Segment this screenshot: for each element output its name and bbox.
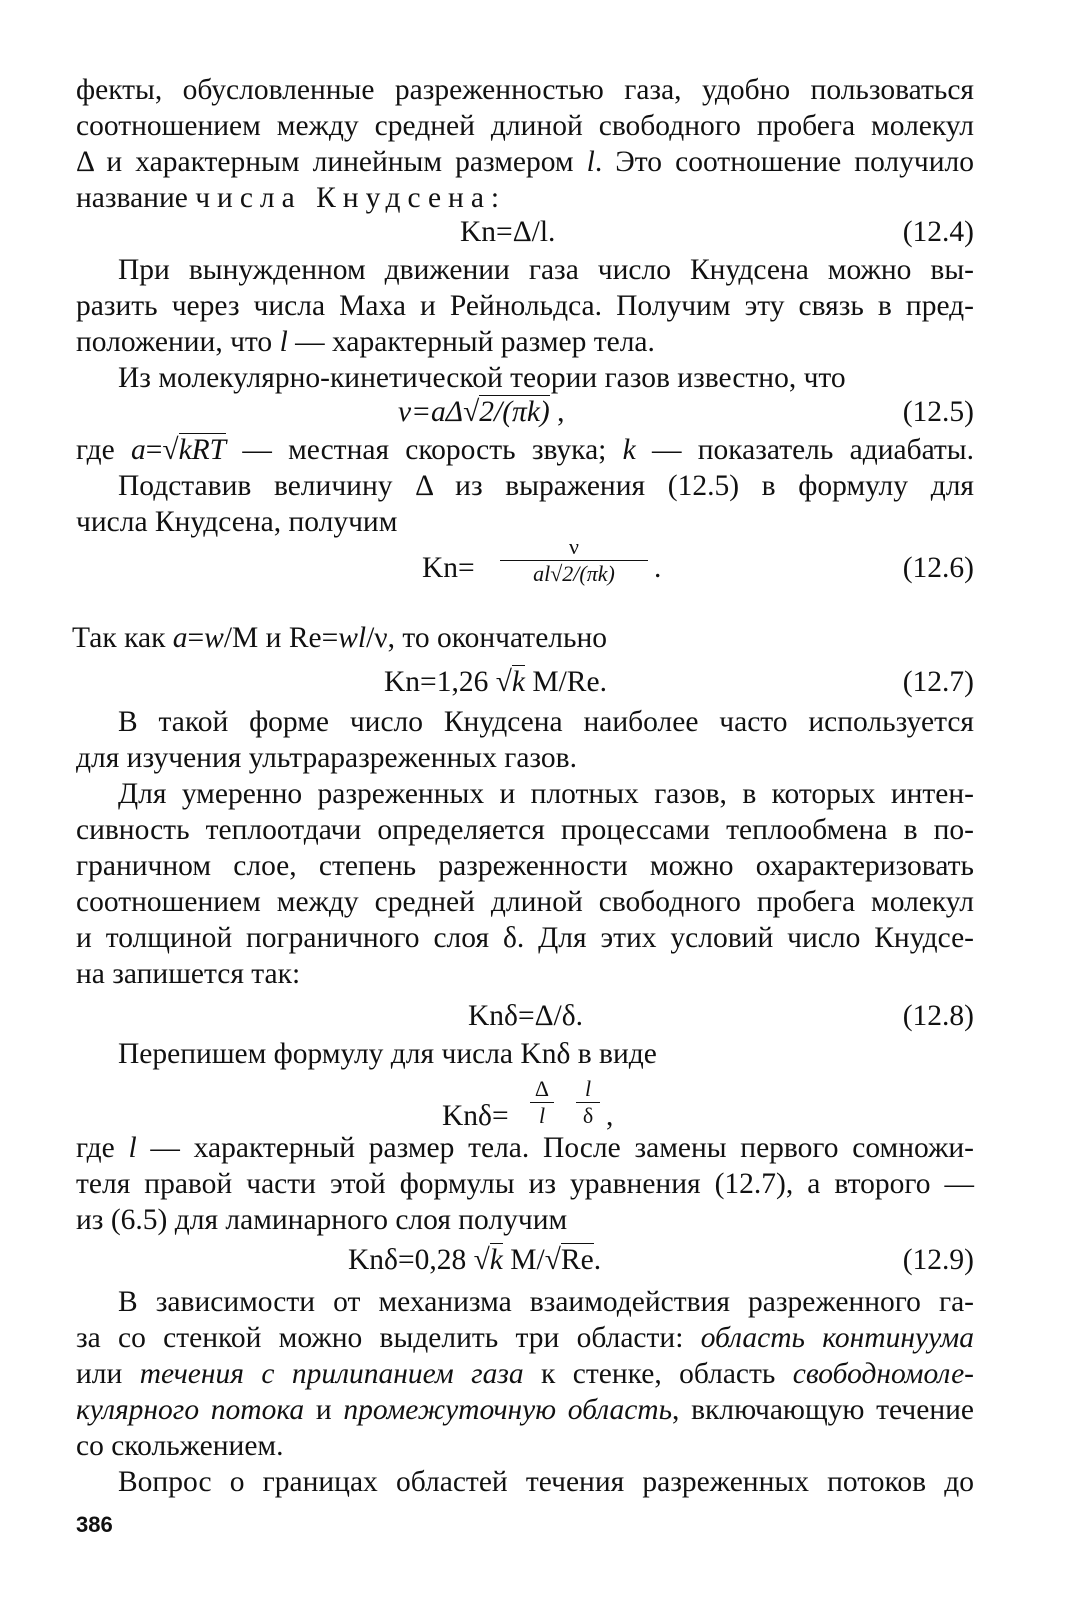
text-line: кулярного потока и промежуточную область, включающую течение — [76, 1394, 975, 1426]
equation-12-5 — [76, 392, 974, 432]
text-line: граничном слое, степень разреженности можно охарактеризовать — [76, 850, 974, 882]
text-line: Вопрос о границах областей течения разреженных потоков до — [118, 1466, 974, 1498]
text-line: числа Кнудсена, получим — [76, 506, 398, 538]
text-line: соотношением между средней длиной свободного пробега молекул — [76, 110, 974, 142]
equation-12-7 — [76, 662, 974, 702]
text-line: При вынужденном движении газа число Кнудсена можно вы- — [118, 254, 974, 286]
text-line: теля правой части этой формулы из уравнения (12.7), а второго — — [76, 1168, 974, 1200]
text-line: Для умеренно разреженных и плотных газов, в которых интен- — [118, 778, 974, 810]
text-line: Из молекулярно-кинетической теории газов известно, что — [118, 362, 846, 394]
text-line: на запишется так: — [76, 958, 301, 990]
equation-number: (12.4) — [902, 216, 974, 248]
text-line: из (6.5) для ламинарного слоя получим — [76, 1204, 568, 1236]
text-line: за со стенкой можно выделить три области: область континуума — [76, 1322, 975, 1354]
text-line: фекты, обусловленные разреженностью газа, удобно пользоваться — [76, 74, 974, 106]
equation-formula: Kn= — [422, 552, 475, 584]
fraction: Δ l — [530, 1076, 554, 1129]
equation-number: (12.6) — [902, 552, 974, 584]
text-line: сивность теплоотдачи определяется процессами теплообмена в по- — [76, 814, 974, 846]
text-line: соотношением между средней длиной свободного пробега молекул — [76, 886, 974, 918]
equation-number: (12.8) — [902, 1000, 974, 1032]
equation-number: (12.9) — [902, 1244, 974, 1276]
equation-number: (12.7) — [902, 666, 974, 698]
equation-12-9 — [76, 1240, 974, 1280]
equation-formula: Kn=Δ/l. — [460, 216, 556, 248]
text-line: Перепишем формулу для числа Knδ в виде — [118, 1038, 657, 1070]
text-line: и толщиной пограничного слоя δ. Для этих условий число Кнудсе- — [76, 922, 974, 954]
fraction: ν al√2/(πk) — [500, 534, 648, 587]
equation-number: (12.5) — [902, 396, 974, 428]
radical-sign: √ — [495, 666, 512, 698]
fraction: l δ — [576, 1076, 600, 1129]
radical-sign: √ — [473, 1244, 490, 1276]
page-number: 386 — [76, 1512, 113, 1537]
equation-12-4 — [76, 212, 974, 252]
text-line: со скольжением. — [76, 1430, 284, 1462]
equation-formula: ν=aΔ√2/(πk) , — [398, 396, 565, 428]
text-line: или течения с прилипанием газа к стенке, область свободномоле- — [76, 1358, 974, 1390]
equation-formula: Knδ=0,28 √k M/√Re. — [348, 1244, 602, 1276]
text-line: разить через числа Маха и Рейнольдса. Получим эту связь в пред- — [76, 290, 974, 322]
text-line: положении, что l — характерный размер тела. — [76, 326, 655, 358]
text-line: для изучения ультраразреженных газов. — [76, 742, 577, 774]
text-line: Δ и характерным линейным размером l. Это соотношение получило — [76, 146, 975, 178]
text-line: название числа Кнудсена: — [76, 182, 500, 214]
equation-kn-delta: Knδ= Δ l l δ , — [76, 1096, 974, 1152]
text-line: Так как a=w/M и Re=wl/ν, то окончательно — [72, 622, 608, 654]
equation-formula: Knδ= — [442, 1100, 509, 1132]
text-line: где a=√kRT — местная скорость звука; k — показатель адиабаты. — [76, 434, 975, 466]
equation-12-8 — [76, 996, 974, 1036]
text-line: где l — характерный размер тела. После замены первого сомножи- — [76, 1132, 975, 1164]
text-line: Подставив величину Δ из выражения (12.5) в формулу для — [118, 470, 974, 502]
radical-sign: √ — [463, 396, 480, 428]
equation-formula: Kn=1,26 √k M/Re. — [384, 666, 607, 698]
text-line: В зависимости от механизма взаимодействия разреженного га- — [118, 1286, 974, 1318]
radical-sign: √ — [544, 1244, 561, 1276]
equation-formula: Knδ=Δ/δ. — [468, 1000, 584, 1032]
text-line: В такой форме число Кнудсена наиболее часто используется — [118, 706, 974, 738]
equation-12-6: Kn= ν al√2/(πk) . (12.6) — [422, 534, 974, 586]
